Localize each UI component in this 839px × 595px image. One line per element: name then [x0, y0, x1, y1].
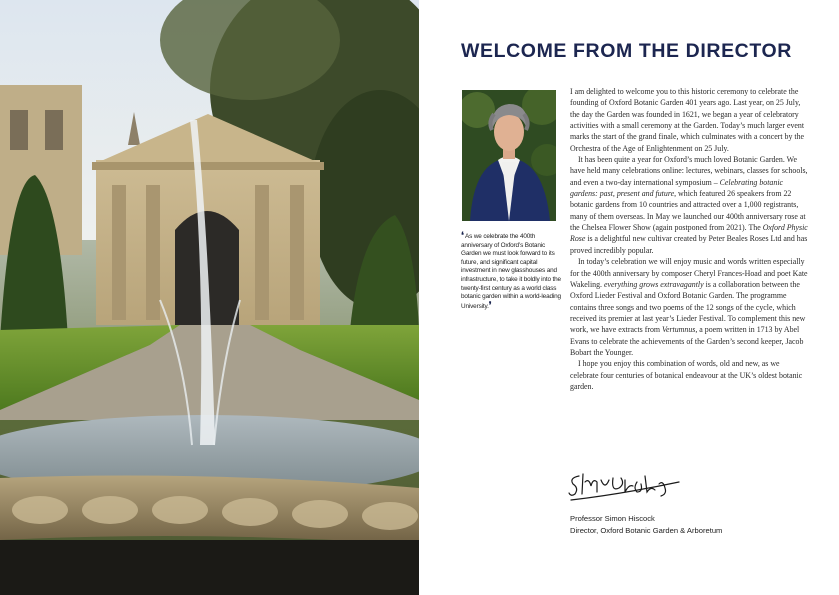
open-quote-icon: ❛: [461, 230, 464, 240]
paragraph-3-text-a: In today’s celebration we will enjoy music and words written especially for the 400th anniversary by composer Cheryl Frances-Hoad and poet Kate Wakeling.: [570, 257, 808, 289]
welcome-page: [419, 0, 839, 595]
rose-name: Oxford Physic Rose: [570, 223, 808, 244]
paragraph-3-text-b: is a collaboration between the Oxford Lieder Festival and Oxford Botanic Garden. The programme contains three songs and two poems of the 12 songs of the cycle, which received its premier at last year’s Lieder Festival. To complement this new work, we have extracts from: [570, 279, 806, 335]
poem-title: Vertumnus: [662, 325, 696, 335]
pull-quote: [461, 232, 565, 311]
close-quote-icon: ❜: [488, 299, 492, 310]
symposium-title: Celebrating botanic gardens: past, present and future: [570, 177, 784, 199]
signatory-role: Director, Oxford Botanic Garden & Arboretum: [570, 526, 723, 535]
paragraph-1: I am delighted to welcome you to this historic ceremony to celebrate the founding of Oxford Botanic Garden 401 years ago. Last year, on 25 July, the day the Garden was founded in 1621, we began a year of celebratory activities with a small ceremony at the Garden. Today’s much larger event marks the start of the grand finale, which culminates with a concert by the Orchestra of the Age of Enlightenment on 25 July.: [570, 87, 805, 153]
paragraph-4: I hope you enjoy this combination of words, old and new, as we celebrate four centuries of botanical endeavour at the UK’s oldest botanic garden.: [570, 359, 803, 391]
welcome-letter: [570, 86, 808, 392]
signatory-name: Professor Simon Hiscock: [570, 514, 655, 523]
paragraph-3-text-c: , a poem written in 1713 by Abel Evans to celebrate the achievements of the Garden’s second keeper, Jacob Bobart the Younger.: [570, 325, 804, 357]
director-portrait: [462, 90, 556, 221]
paragraph-3: [570, 256, 808, 358]
fountain-photo: [0, 0, 419, 595]
page-title: WELCOME FROM THE DIRECTOR: [461, 40, 792, 62]
song-cycle-title: everything grows extravagantly: [604, 279, 704, 289]
paragraph-2-text-b: , which featured 26 speakers from 22 botanic gardens from 10 countries and attracted over a 1,000 registrants, many of them overseas. In May we launched our 400th anniversary rose at the Chelsea Flower Show (again postponed from 2021). The: [570, 189, 806, 233]
handwritten-signature: [567, 466, 682, 506]
paragraph-2-text-c: is a delightful new cultivar created by Peter Beales Roses Ltd and has proved incredibly popular.: [570, 234, 808, 255]
pull-quote-text: As we celebrate the 400th anniversary of Oxford’s Botanic Garden we must look forward to its future, and significant capital investment in new glasshouses and infrastructure, to take it boldly into the twenty-first century as a world class botanic garden within a world-leading University.: [461, 233, 561, 310]
paragraph-2-text-a: It has been quite a year for Oxford’s much loved Botanic Garden. We have held many celebrations online: lectures, webinars, classes for schools, and even a two-day international symposium –: [570, 155, 808, 187]
paragraph-2: [570, 154, 808, 256]
